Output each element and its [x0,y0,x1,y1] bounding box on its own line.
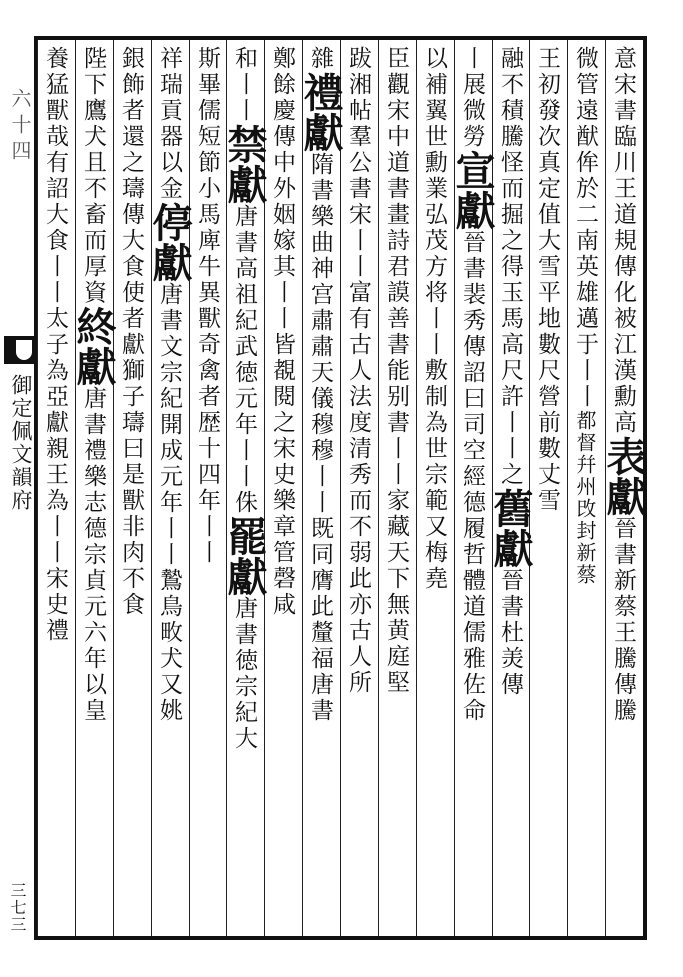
text-column [297,46,344,724]
text-segment: 祥瑞貢器以金 [156,46,182,202]
text-column [532,46,564,514]
text-column [70,46,117,724]
text-column [343,46,375,696]
headword: 禮獻 [297,72,344,152]
text-segment: 唐書徳宗紀大 [231,596,257,752]
text-column [116,46,148,618]
page-margin [2,40,32,936]
headword: 舊獻 [487,488,534,568]
text-segment: 陛下鷹犬且不畜而厚資 [80,46,106,306]
book-title: 御定佩文韻府 [9,374,33,512]
text-segment: 雜 [307,46,333,72]
text-segment: 璹傳大食使者獻獅子璹曰是獸非肉不食 [118,176,144,618]
text-column [146,46,193,724]
text-segment: 銀飾者還之 [118,46,144,176]
headword: 罷獻 [221,516,268,596]
headword: 宣獻 [449,150,496,230]
fish-tail-mark-icon [4,336,34,364]
headword: 禁獻 [221,124,268,204]
text-segment: 都督幷州攺封新蔡 [573,410,597,586]
text-segment: 以補 [421,46,447,98]
text-segment: 王初發次真定值大雪平地數尺營前數丈雪 [534,46,560,514]
text-segment: 養猛獸哉有詔大食丨丨 [42,46,68,306]
text-column [40,46,72,644]
text-segment: 唐書禮樂志德宗貞元六年以皇 [80,386,106,724]
text-segment: 意宋書臨川王道規傳化被江漢勳高 [610,46,636,436]
text-column [600,46,647,724]
text-segment: 儒短節小馬庳牛異獸奇禽者 [194,98,220,410]
text-segment: 唐書文宗紀開成元年丨丨鷙鳥畋犬又姚 [156,282,182,724]
page-number: 三七三 [8,882,27,933]
text-segment: 太子為亞獻親王為丨丨宋史禮 [42,306,68,644]
text-segment: 臣觀宋中道書畫詩君謨善書能别書丨丨家藏天下無黄庭堅 [383,46,409,696]
text-segment: 隋書樂曲神宫肅肅天儀穆穆丨丨既同膺此釐福唐書 [307,152,333,724]
text-segment: 斯畢 [194,46,220,98]
headword: 表獻 [600,436,647,516]
text-segment: 微管遠猷侔於二南英雄邁于丨丨 [572,46,598,410]
text-segment: 融不積騰怪而掘之得玉馬高尺許丨丨之 [497,46,523,488]
margin-top-text: 六十四 [8,88,32,166]
text-column [419,46,451,592]
text-column [381,46,413,696]
text-segment: 和丨丨 [231,46,257,124]
text-column [192,46,224,566]
text-column [449,46,496,724]
text-segment: 晉書杜羙傳 [497,568,523,698]
text-column [570,46,602,586]
headword: 停獻 [146,202,193,282]
frame-bottom-border [34,936,646,940]
text-segment: 翼世勳業弘茂方将丨丨敷制為世宗範又梅堯 [421,98,447,592]
headword: 終獻 [70,306,117,386]
text-segment: 歴十四年丨丨 [194,410,220,566]
text-segment: 晉書裴秀傳詔曰司空經德履哲體道儒雅佐命 [459,230,485,724]
text-segment: 鄭餘慶傳中外姻嫁其丨丨皆覩閱之宋史樂章管磬咸 [269,46,295,618]
text-segment: 晉書新蔡王騰傳騰 [610,516,636,724]
text-segment: 跋湘帖羣公書宋丨丨富有古人法度清秀而不弱此亦古人所 [345,46,371,696]
text-column [267,46,299,618]
text-column [221,46,268,752]
text-column [487,46,534,698]
text-segment: 唐書高祖紀武徳元年丨丨侏 [231,204,257,516]
text-segment: 丨展微勞 [459,46,485,150]
